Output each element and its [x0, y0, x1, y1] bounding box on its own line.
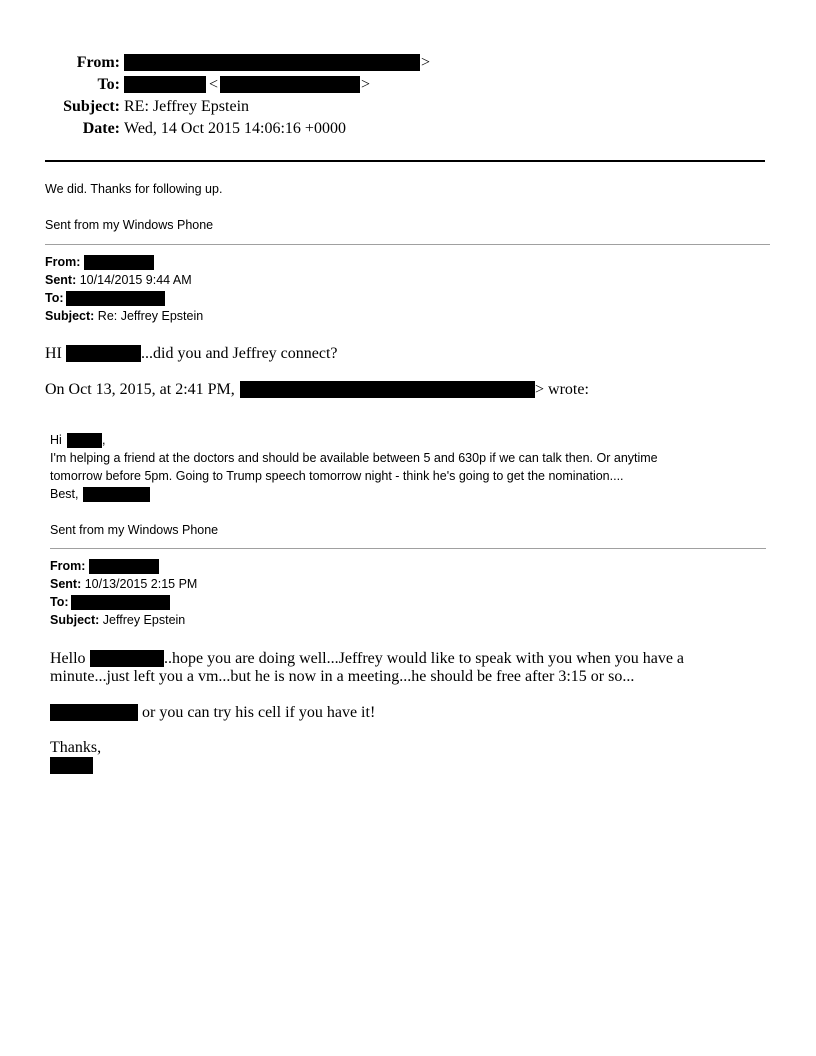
msg4-thanks: Thanks, [50, 739, 102, 756]
msg4-sent-value: 10/13/2015 2:15 PM [84, 577, 198, 591]
msg4-to-label: To: [50, 595, 69, 609]
msg3-signature: Sent from my Windows Phone [50, 523, 219, 537]
subject-value: RE: Jeffrey Epstein [124, 98, 250, 115]
bracket-close: > [361, 76, 371, 93]
msg3-line-1: I'm helping a friend at the doctors and should be available between 5 and 630p if we can talk then. Or anytime [50, 451, 658, 465]
redaction-block [240, 381, 535, 398]
msg3-best: Best, [50, 487, 79, 501]
msg4-line-2: minute...just left you a vm...but he is now in a meeting...he should be free after 3:15 or so... [50, 668, 635, 685]
msg2-question: ...did you and Jeffrey connect? [141, 345, 338, 362]
msg2-to-label: To: [45, 291, 64, 305]
date-label: Date: [82, 120, 120, 137]
bracket-close: > [421, 54, 431, 71]
from-label: From: [76, 54, 120, 71]
bracket-open: < [209, 76, 219, 93]
redaction-block [66, 345, 141, 362]
msg2-greeting: HI [45, 345, 62, 362]
reply-text: We did. Thanks for following up. [45, 182, 223, 196]
msg2-quote-prefix: On Oct 13, 2015, at 2:41 PM, [45, 381, 235, 398]
redaction-block [124, 54, 420, 71]
msg4-cell-line: or you can try his cell if you have it! [142, 704, 376, 721]
msg3-line-2: tomorrow before 5pm. Going to Trump speech tomorrow night - think he's going to get the nomination.... [50, 469, 624, 483]
msg2-from-label: From: [45, 255, 81, 269]
msg4-hello: Hello [50, 650, 86, 667]
message-divider [50, 548, 766, 549]
redaction-block [66, 291, 165, 306]
msg3-comma: , [102, 433, 106, 447]
msg2-subject-value: Re: Jeffrey Epstein [97, 309, 204, 323]
redaction-block [83, 487, 150, 502]
redaction-block [67, 433, 102, 448]
redaction-block [89, 559, 159, 574]
msg4-sent-label: Sent: [50, 577, 82, 591]
msg4-subject-label: Subject: [50, 613, 100, 627]
redaction-block [124, 76, 206, 93]
msg4-line-1: ..hope you are doing well...Jeffrey would like to speak with you when you have a [164, 650, 685, 667]
message-divider [45, 244, 770, 245]
redaction-block [220, 76, 360, 93]
msg2-subject-label: Subject: [45, 309, 95, 323]
redaction-block [90, 650, 164, 667]
msg3-hi: Hi [50, 433, 62, 447]
msg4-from-label: From: [50, 559, 86, 573]
reply-signature: Sent from my Windows Phone [45, 218, 214, 232]
msg2-sent-value: 10/14/2015 9:44 AM [79, 273, 192, 287]
redaction-block [84, 255, 154, 270]
msg2-sent-label: Sent: [45, 273, 77, 287]
subject-label: Subject: [63, 98, 120, 115]
msg2-quote-suffix: > wrote: [535, 381, 589, 398]
date-value: Wed, 14 Oct 2015 14:06:16 +0000 [124, 120, 346, 137]
redaction-block [50, 704, 138, 721]
header-divider [45, 160, 765, 162]
to-label: To: [97, 76, 120, 93]
redaction-block [50, 757, 93, 774]
redaction-block [71, 595, 170, 610]
msg4-subject-value: Jeffrey Epstein [102, 613, 186, 627]
